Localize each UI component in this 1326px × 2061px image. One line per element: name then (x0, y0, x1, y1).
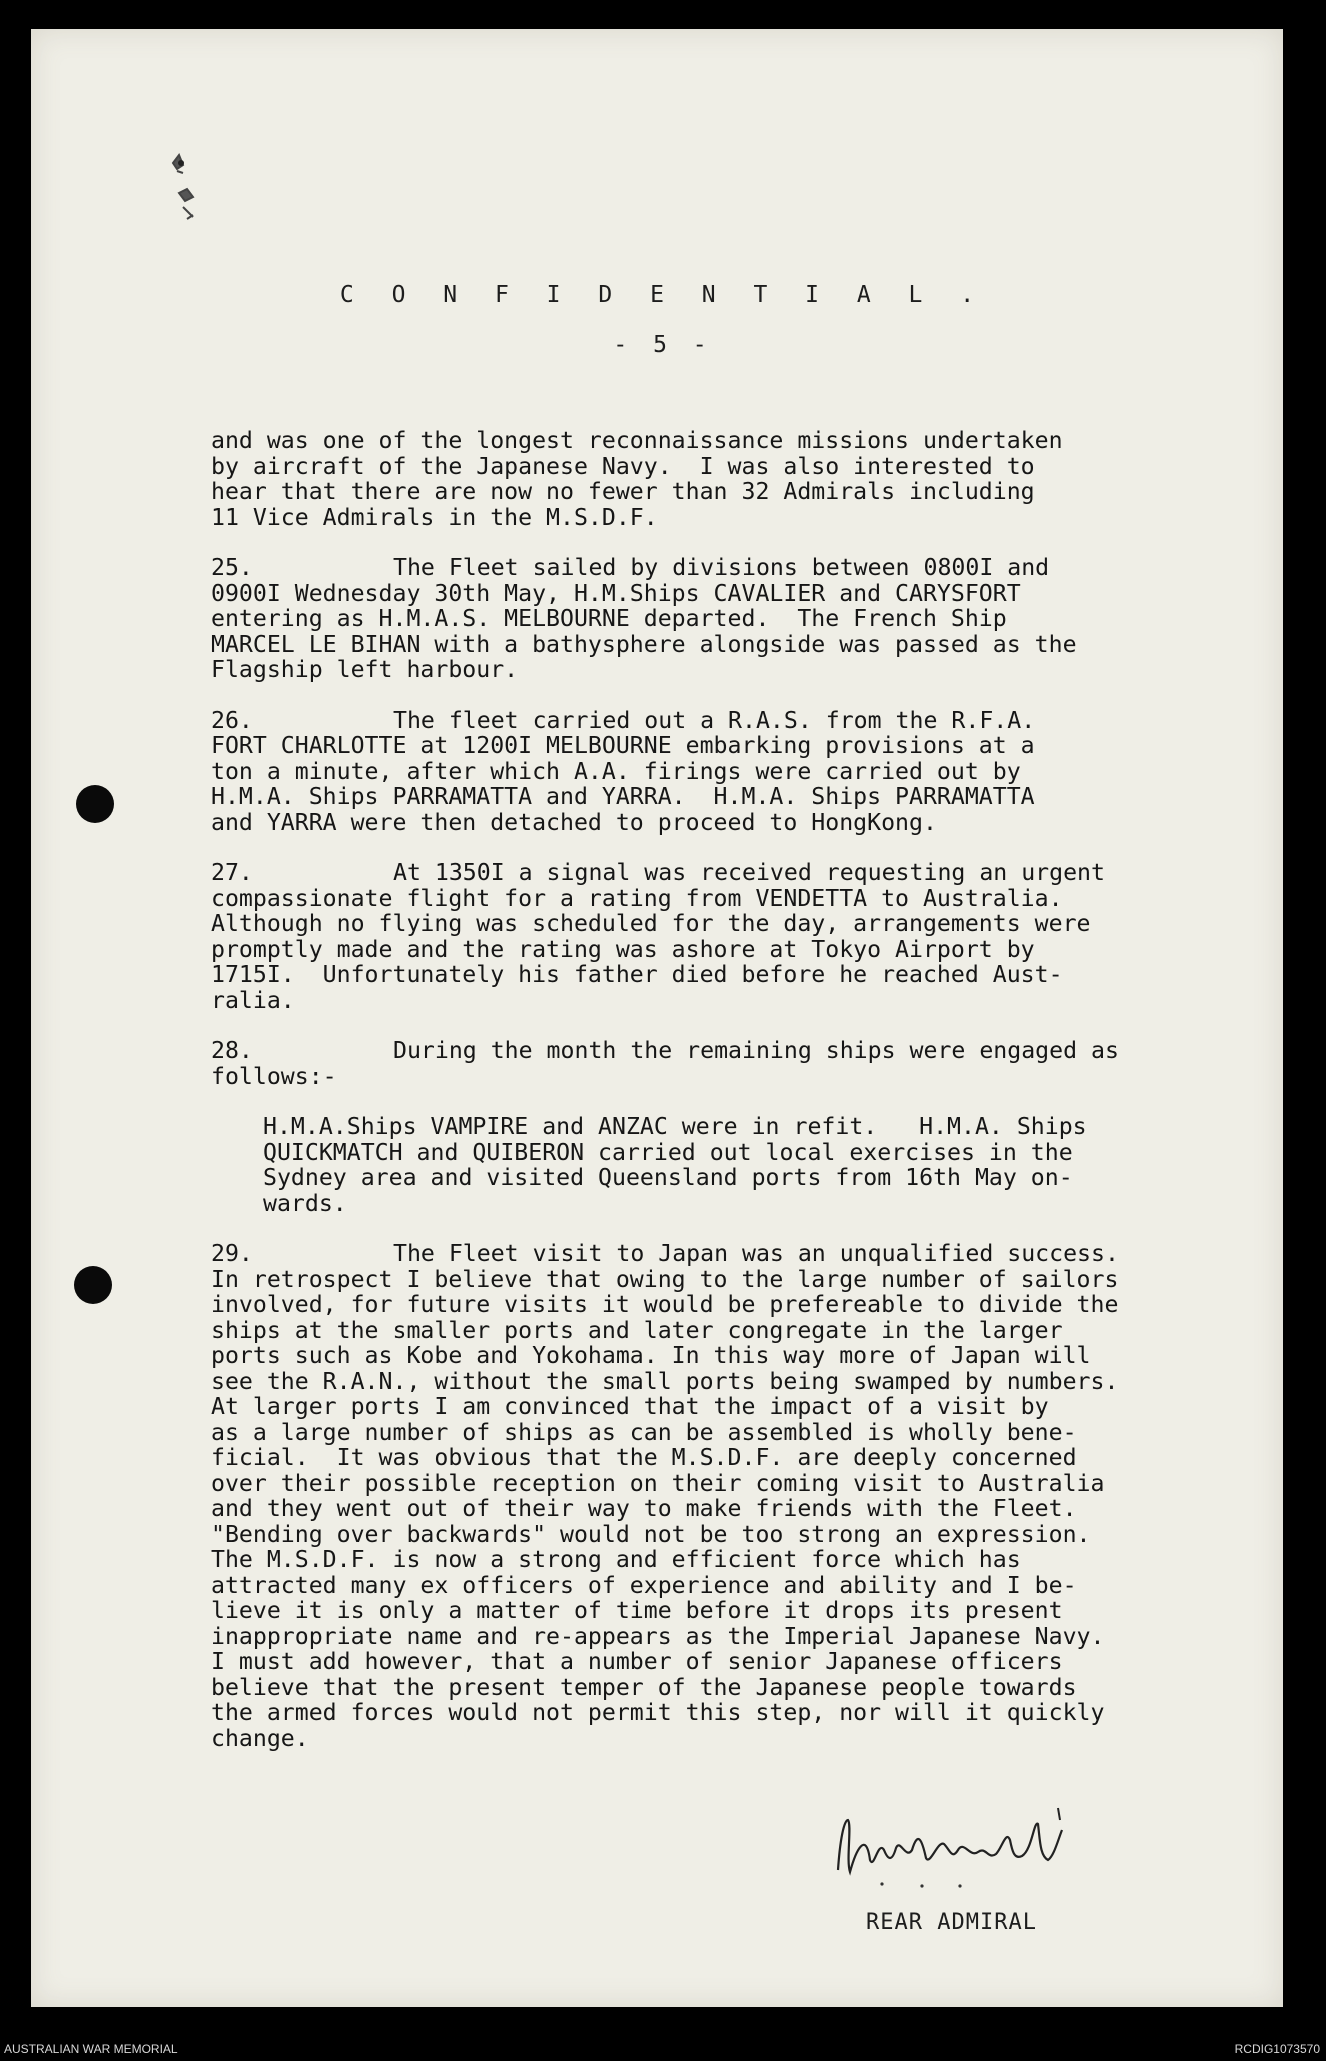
document-heading: C O N F I D E N T I A L . (339, 282, 987, 308)
line-text: ton a minute, after which A.A. firings were carried out by (211, 757, 1021, 785)
line-text: ficial. It was obvious that the M.S.D.F. are deeply concerned (211, 1444, 1077, 1471)
archive-reference: RCDIG1073570 (1234, 2042, 1320, 2056)
paragraph (211, 708, 1211, 836)
line-text: and YARRA were then detached to proceed to HongKong. (211, 808, 937, 836)
line-text: Flagship left harbour. (211, 656, 519, 683)
line-text: lieve it is only a matter of time before it drops its present (211, 1597, 1063, 1624)
text-line (211, 1522, 1211, 1548)
line-text: attracted many ex officers of experience and ability and I be- (211, 1571, 1077, 1599)
text-line (211, 479, 1211, 505)
text-line (211, 911, 1211, 937)
text-line (211, 988, 1211, 1014)
text-line (211, 1343, 1211, 1369)
punch-hole (76, 785, 114, 823)
text-line (211, 1292, 1211, 1318)
text-line (211, 810, 1211, 836)
line-text: by aircraft of the Japanese Navy. I was also interested to (211, 452, 1035, 480)
line-text: as a large number of ships as can be assembled is wholly bene- (211, 1418, 1077, 1446)
line-text: follows:- (211, 1062, 337, 1090)
line-text: "Bending over backwards" would not be too strong an expression. (211, 1520, 1091, 1548)
line-text: 11 Vice Admirals in the M.S.D.F. (211, 503, 658, 531)
text-line (211, 657, 1211, 683)
text-line (211, 555, 1211, 581)
line-text: H.M.A.Ships VAMPIRE and ANZAC were in refit. H.M.A. Ships (263, 1113, 1087, 1140)
text-line (211, 759, 1211, 785)
line-text: At 1350I a signal was received requesting an urgent (393, 859, 1105, 886)
line-text: believe that the present temper of the Japanese people towards (211, 1673, 1077, 1701)
text-line (211, 581, 1211, 607)
line-text: wards. (263, 1189, 347, 1217)
line-text: The fleet carried out a R.A.S. from the R.F.A. (393, 706, 1036, 734)
text-line (211, 428, 1211, 454)
text-line (211, 1369, 1211, 1395)
text-line (263, 1140, 1211, 1166)
text-line (211, 454, 1211, 480)
text-line (211, 1445, 1211, 1471)
text-line (211, 505, 1211, 531)
document-body (211, 428, 1211, 1776)
text-line (263, 1114, 1211, 1140)
page-number: - 5 - (613, 332, 713, 358)
text-line (211, 1241, 1211, 1267)
text-line (211, 1726, 1211, 1752)
text-line (211, 937, 1211, 963)
text-line (211, 1038, 1211, 1064)
line-text: inappropriate name and re-appears as the Imperial Japanese Navy. (211, 1622, 1105, 1650)
paragraph-number: 25. (211, 554, 253, 581)
text-line (211, 1598, 1211, 1624)
text-line (211, 1471, 1211, 1497)
paragraph (211, 1241, 1211, 1751)
text-line (263, 1165, 1211, 1191)
line-text: MARCEL LE BIHAN with a bathysphere alongside was passed as the (211, 630, 1077, 658)
line-text: and was one of the longest reconnaissance missions undertaken (211, 427, 1063, 454)
punch-hole (74, 1266, 112, 1304)
line-text: hear that there are now no fewer than 32 Admirals including (211, 478, 1035, 505)
text-line (211, 1649, 1211, 1675)
line-text: and they went out of their way to make friends with the Fleet. (211, 1495, 1077, 1522)
text-line (211, 1318, 1211, 1344)
line-text: The M.S.D.F. is now a strong and efficient force which has (211, 1546, 1021, 1573)
signatory-rank: REAR ADMIRAL (866, 1910, 1037, 1935)
text-line (211, 708, 1211, 734)
text-line (211, 1496, 1211, 1522)
text-line (211, 733, 1211, 759)
text-line (211, 1267, 1211, 1293)
line-text: change. (211, 1724, 309, 1752)
paragraph (211, 1114, 1211, 1216)
line-text: Although no flying was scheduled for the day, arrangements were (211, 910, 1091, 937)
text-line (211, 1064, 1211, 1090)
line-text: over their possible reception on their coming visit to Australia (211, 1469, 1105, 1497)
paragraph-number: 28. (211, 1037, 253, 1064)
paragraph (211, 860, 1211, 1013)
line-text: compassionate flight for a rating from VENDETTA to Australia. (211, 884, 1063, 912)
paragraph-number: 26. (211, 706, 253, 734)
signature (826, 1800, 1126, 1890)
text-line (211, 606, 1211, 632)
line-text: 0900I Wednesday 30th May, H.M.Ships CAVALIER and CARYSFORT (211, 579, 1021, 607)
line-text: In retrospect I believe that owing to the large number of sailors (211, 1265, 1119, 1293)
line-text: the armed forces would not permit this step, nor will it quickly (211, 1699, 1105, 1726)
archive-name: AUSTRALIAN WAR MEMORIAL (4, 2042, 178, 2056)
text-line (211, 632, 1211, 658)
text-line (211, 784, 1211, 810)
archive-footer (0, 2036, 1326, 2061)
text-line (211, 1420, 1211, 1446)
line-text: FORT CHARLOTTE at 1200I MELBOURNE embarking provisions at a (211, 732, 1035, 759)
line-text: QUICKMATCH and QUIBERON carried out local exercises in the (263, 1138, 1073, 1166)
line-text: The Fleet visit to Japan was an unqualified success. (393, 1240, 1119, 1267)
line-text: Sydney area and visited Queensland ports from 16th May on- (263, 1164, 1073, 1191)
line-text: ports such as Kobe and Yokohama. In this way more of Japan will (211, 1342, 1091, 1369)
text-line (211, 1547, 1211, 1573)
line-text: see the R.A.N., without the small ports being swamped by numbers. (211, 1367, 1119, 1395)
line-text: I must add however, that a number of senior Japanese officers (211, 1648, 1063, 1675)
text-line (211, 1700, 1211, 1726)
line-text: involved, for future visits it would be prefereable to divide the (211, 1291, 1119, 1318)
line-text: ships at the smaller ports and later congregate in the larger (211, 1316, 1063, 1344)
line-text: promptly made and the rating was ashore at Tokyo Airport by (211, 935, 1035, 963)
text-line (211, 1394, 1211, 1420)
text-line (263, 1191, 1211, 1217)
text-line (211, 1573, 1211, 1599)
text-line (211, 1624, 1211, 1650)
line-text: 1715I. Unfortunately his father died before he reached Aust- (211, 961, 1063, 988)
text-line (211, 962, 1211, 988)
line-text: During the month the remaining ships were engaged as (393, 1037, 1119, 1064)
paragraph (211, 555, 1211, 683)
line-text: ralia. (211, 986, 295, 1014)
paragraph (211, 428, 1211, 530)
paragraph (211, 1038, 1211, 1089)
line-text: entering as H.M.A.S. MELBOURNE departed. The French Ship (211, 605, 1007, 632)
paragraph-number: 27. (211, 859, 253, 886)
line-text: At larger ports I am convinced that the impact of a visit by (211, 1393, 1049, 1420)
staple-mark-icon (153, 133, 211, 233)
text-line (211, 860, 1211, 886)
paragraph-number: 29. (211, 1240, 253, 1267)
line-text: The Fleet sailed by divisions between 0800I and (393, 554, 1050, 581)
text-line (211, 886, 1211, 912)
text-line (211, 1675, 1211, 1701)
line-text: H.M.A. Ships PARRAMATTA and YARRA. H.M.A. Ships PARRAMATTA (211, 783, 1035, 810)
